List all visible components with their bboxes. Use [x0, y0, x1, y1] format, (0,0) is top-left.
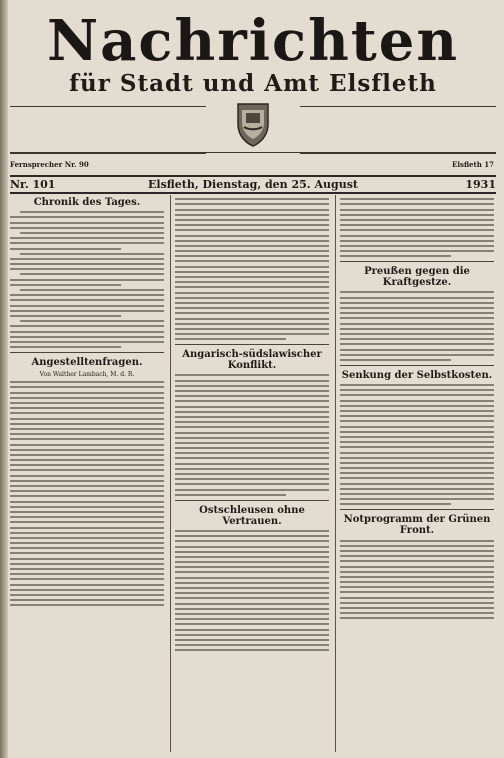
article-heading: Preußen gegen die Kraftgestze.: [364, 266, 470, 289]
column-middle: [175, 195, 329, 752]
column-separator: [335, 195, 336, 752]
article-byline: Von Walther Lambach, M. d. R.: [39, 371, 135, 379]
article-heading: Angarisch-südslawischer Konflikt.: [182, 349, 322, 372]
coat-of-arms-icon: [234, 100, 272, 148]
issue-date: Elsfleth, Dienstag, den 25. August: [148, 177, 358, 191]
phone-number-left: Fernsprecher Nr. 90: [10, 160, 89, 169]
column-left: [10, 195, 164, 752]
dateline: [10, 176, 496, 194]
masthead: [10, 6, 496, 151]
newspaper-subtitle: für Stadt und Amt Elsfleth: [69, 70, 437, 97]
article-heading: Ostschleusen ohne Vertrauen.: [199, 504, 305, 527]
article-heading: Angestelltenfragen.: [31, 357, 143, 369]
article-heading: Notprogramm der Grünen Front.: [343, 514, 491, 537]
page-edge-shadow: [0, 0, 8, 758]
advertisement-info-box: [300, 106, 496, 154]
article-heading: Senkung der Selbstkosten.: [341, 369, 493, 381]
issue-number: Nr. 101: [10, 177, 56, 191]
subscription-info: [10, 152, 496, 177]
newspaper-title: Nachrichten: [46, 8, 460, 74]
issue-year: 1931: [465, 177, 496, 191]
column-separator: [170, 195, 171, 752]
article-heading: Chronik des Tages.: [33, 197, 141, 208]
column-right: [340, 195, 494, 752]
publication-info-box: [10, 106, 206, 154]
phone-number-right: Elsfleth 17: [452, 160, 494, 169]
